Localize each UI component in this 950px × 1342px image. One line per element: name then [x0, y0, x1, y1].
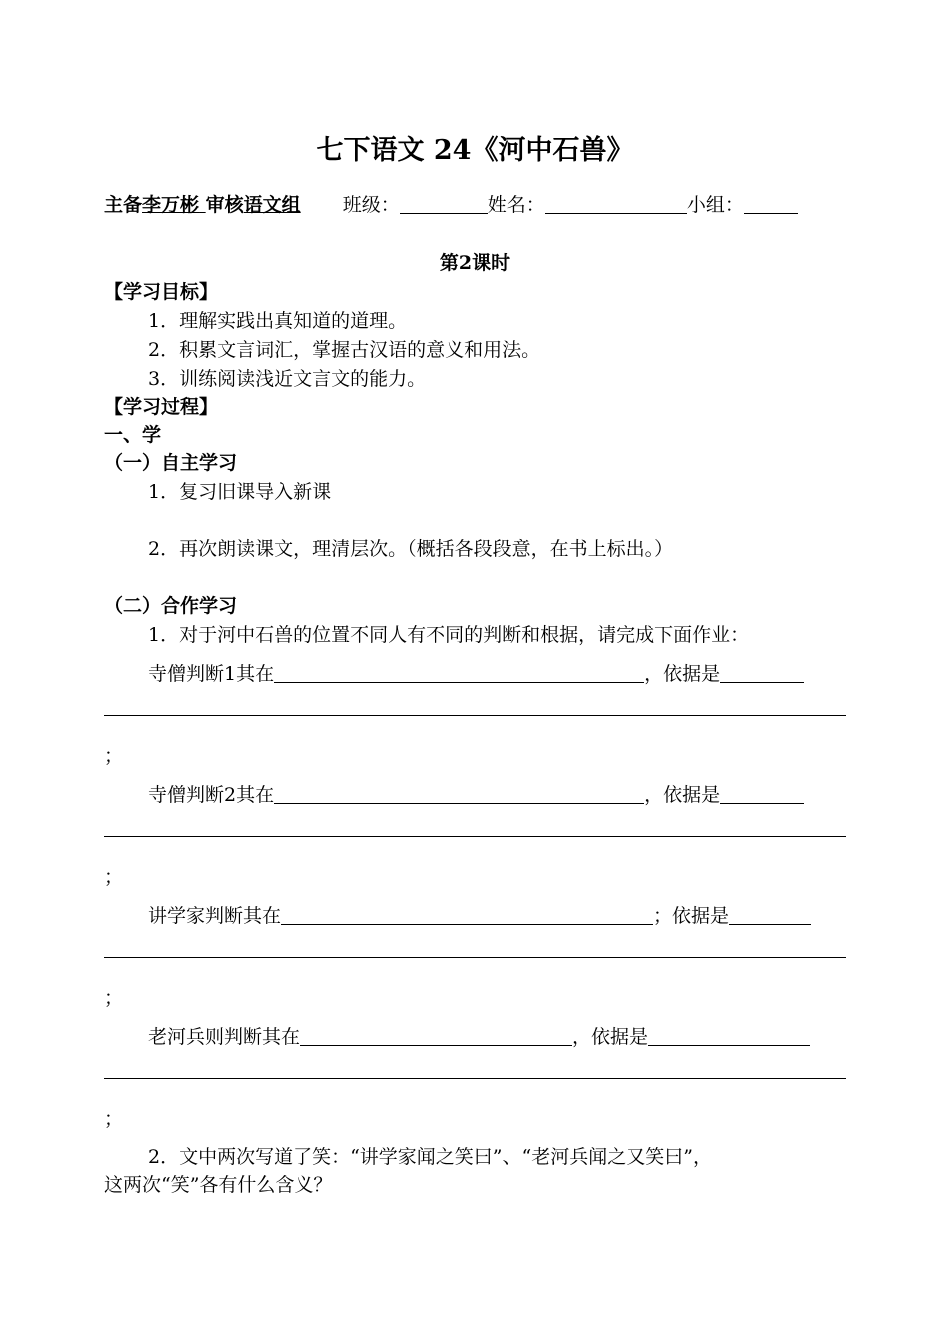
self-study-heading: （一）自主学习 — [104, 452, 238, 474]
judgment-lead: 寺僧判断2其在 — [148, 784, 275, 806]
location-blank[interactable] — [274, 783, 644, 804]
name-blank[interactable] — [545, 193, 687, 214]
self-study-item: 1．复习旧课导入新课 — [148, 481, 332, 503]
location-blank[interactable] — [300, 1025, 572, 1046]
location-blank[interactable] — [281, 904, 653, 925]
goal-item: 1．理解实践出真知道的道理。 — [148, 310, 408, 332]
lesson-number: 第2课时 — [439, 252, 511, 274]
class-blank[interactable] — [400, 193, 488, 214]
coop-study-heading: （二）合作学习 — [104, 595, 238, 617]
author-pad — [199, 194, 206, 216]
question-1: 1．对于河中石兽的位置不同人有不同的判断和根据，请完成下面作业： — [148, 624, 750, 646]
question-2-line-1: 2．文中两次写道了笑：“讲学家闻之笑曰”、“老河兵闻之又笑曰”， — [148, 1146, 712, 1168]
judgment-row — [148, 780, 804, 807]
prepared-by-label: 主备 — [104, 194, 143, 216]
judgment-basis-label: ；依据是 — [653, 905, 730, 927]
answer-line[interactable] — [104, 1078, 846, 1079]
judgment-row — [148, 659, 804, 686]
name-label: 姓名： — [487, 194, 545, 216]
judgment-row — [148, 901, 811, 928]
answer-line[interactable] — [104, 836, 846, 837]
answer-line[interactable] — [104, 715, 846, 716]
reviewer-name: 语文组 — [243, 194, 301, 216]
goal-item: 2．积累文言词汇，掌握古汉语的意义和用法。 — [148, 339, 541, 361]
location-blank[interactable] — [274, 662, 644, 683]
basis-blank[interactable] — [648, 1025, 810, 1046]
judgment-lead: 讲学家判断其在 — [148, 905, 282, 927]
question-2-line-2: 这两次“笑”各有什么含义？ — [104, 1174, 333, 1196]
reviewed-by-label: 审核 — [205, 194, 244, 216]
goals-heading: 【学习目标】 — [104, 281, 219, 303]
page-title: 七下语文 24《河中石兽》 — [316, 135, 634, 166]
basis-blank[interactable] — [729, 904, 811, 925]
judgment-basis-label: ，依据是 — [572, 1026, 649, 1048]
group-label: 小组： — [686, 194, 744, 216]
goal-item: 3．训练阅读浅近文言文的能力。 — [148, 368, 427, 390]
answer-line[interactable] — [104, 957, 846, 958]
header-line — [104, 190, 798, 217]
judgment-lead: 寺僧判断1其在 — [148, 663, 275, 685]
group-blank[interactable] — [744, 193, 798, 214]
self-study-item: 2．再次朗读课文，理清层次。（概括各段段意，在书上标出。） — [148, 538, 674, 560]
process-heading: 【学习过程】 — [104, 396, 219, 418]
basis-blank[interactable] — [720, 783, 804, 804]
part-one-heading: 一、学 — [104, 424, 162, 446]
line-end-mark: ； — [104, 987, 124, 1009]
judgment-lead: 老河兵则判断其在 — [148, 1026, 301, 1048]
class-label: 班级： — [342, 194, 400, 216]
judgment-row — [148, 1022, 810, 1049]
line-end-mark: ； — [104, 1108, 124, 1130]
basis-blank[interactable] — [720, 662, 804, 683]
judgment-basis-label: ，依据是 — [644, 663, 721, 685]
author-name: 李万彬 — [142, 194, 200, 216]
judgment-basis-label: ，依据是 — [644, 784, 721, 806]
line-end-mark: ； — [104, 866, 124, 888]
line-end-mark: ； — [104, 745, 124, 767]
